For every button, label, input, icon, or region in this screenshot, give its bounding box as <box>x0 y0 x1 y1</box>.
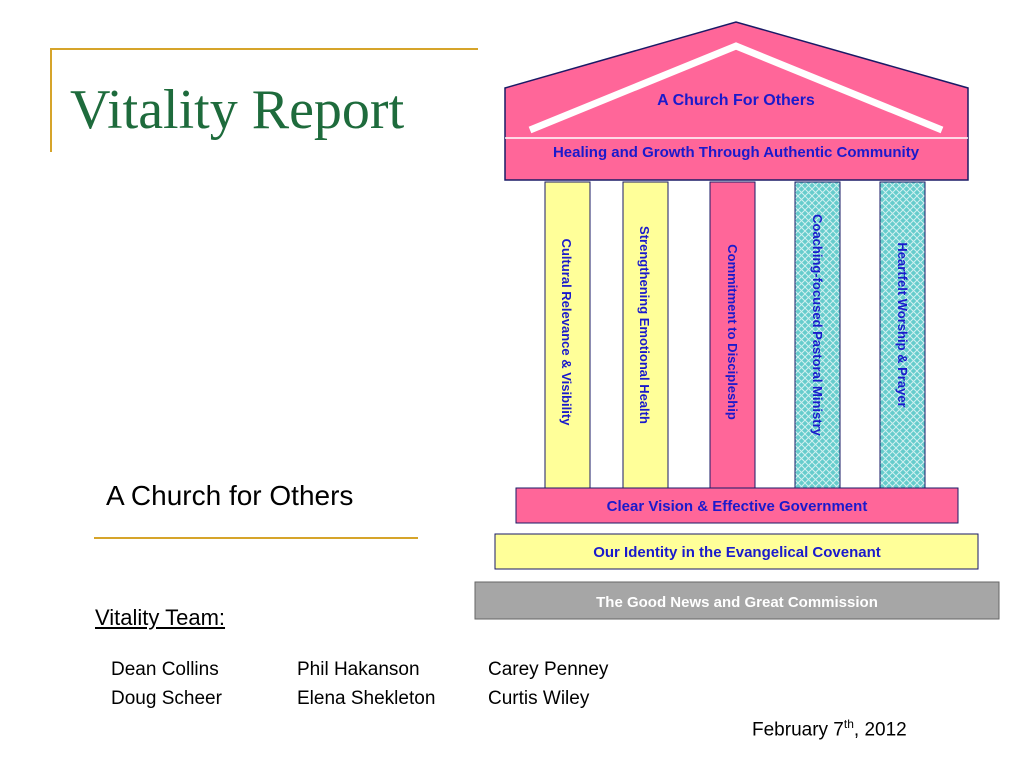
date-suffix: th <box>843 717 854 731</box>
pillar-4-label: Coaching-focused Pastoral Ministry <box>810 214 825 436</box>
team-member: Curtis Wiley <box>488 688 590 709</box>
date-prefix: February 7 <box>752 719 844 741</box>
pillar-2-label: Strengthening Emotional Health <box>637 226 652 424</box>
pillar-3-label: Commitment to Discipleship <box>725 244 740 420</box>
pillar-5-label: Heartfelt Worship & Prayer <box>895 242 910 408</box>
beam-label: Healing and Growth Through Authentic Community <box>552 144 920 161</box>
team-heading: Vitality Team: <box>95 605 226 630</box>
slide-subtitle: A Church for Others <box>106 480 354 511</box>
date-year: , 2012 <box>853 719 907 741</box>
step-1-label: Clear Vision & Effective Government <box>606 498 868 515</box>
step-2-label: Our Identity in the Evangelical Covenant <box>593 544 881 561</box>
team-member: Elena Shekleton <box>297 688 436 709</box>
team-member: Dean Collins <box>111 659 219 680</box>
step-3-label: The Good News and Great Commission <box>596 594 878 611</box>
roof-label: A Church For Others <box>657 92 815 109</box>
subtitle-rule <box>94 537 418 539</box>
slide-title: Vitality Report <box>70 79 405 141</box>
team-member: Carey Penney <box>488 659 609 680</box>
team-member: Doug Scheer <box>111 688 222 709</box>
slide-date <box>752 717 907 741</box>
pillar-1-label: Cultural Relevance & Visibility <box>559 238 574 426</box>
team-member: Phil Hakanson <box>297 659 420 680</box>
